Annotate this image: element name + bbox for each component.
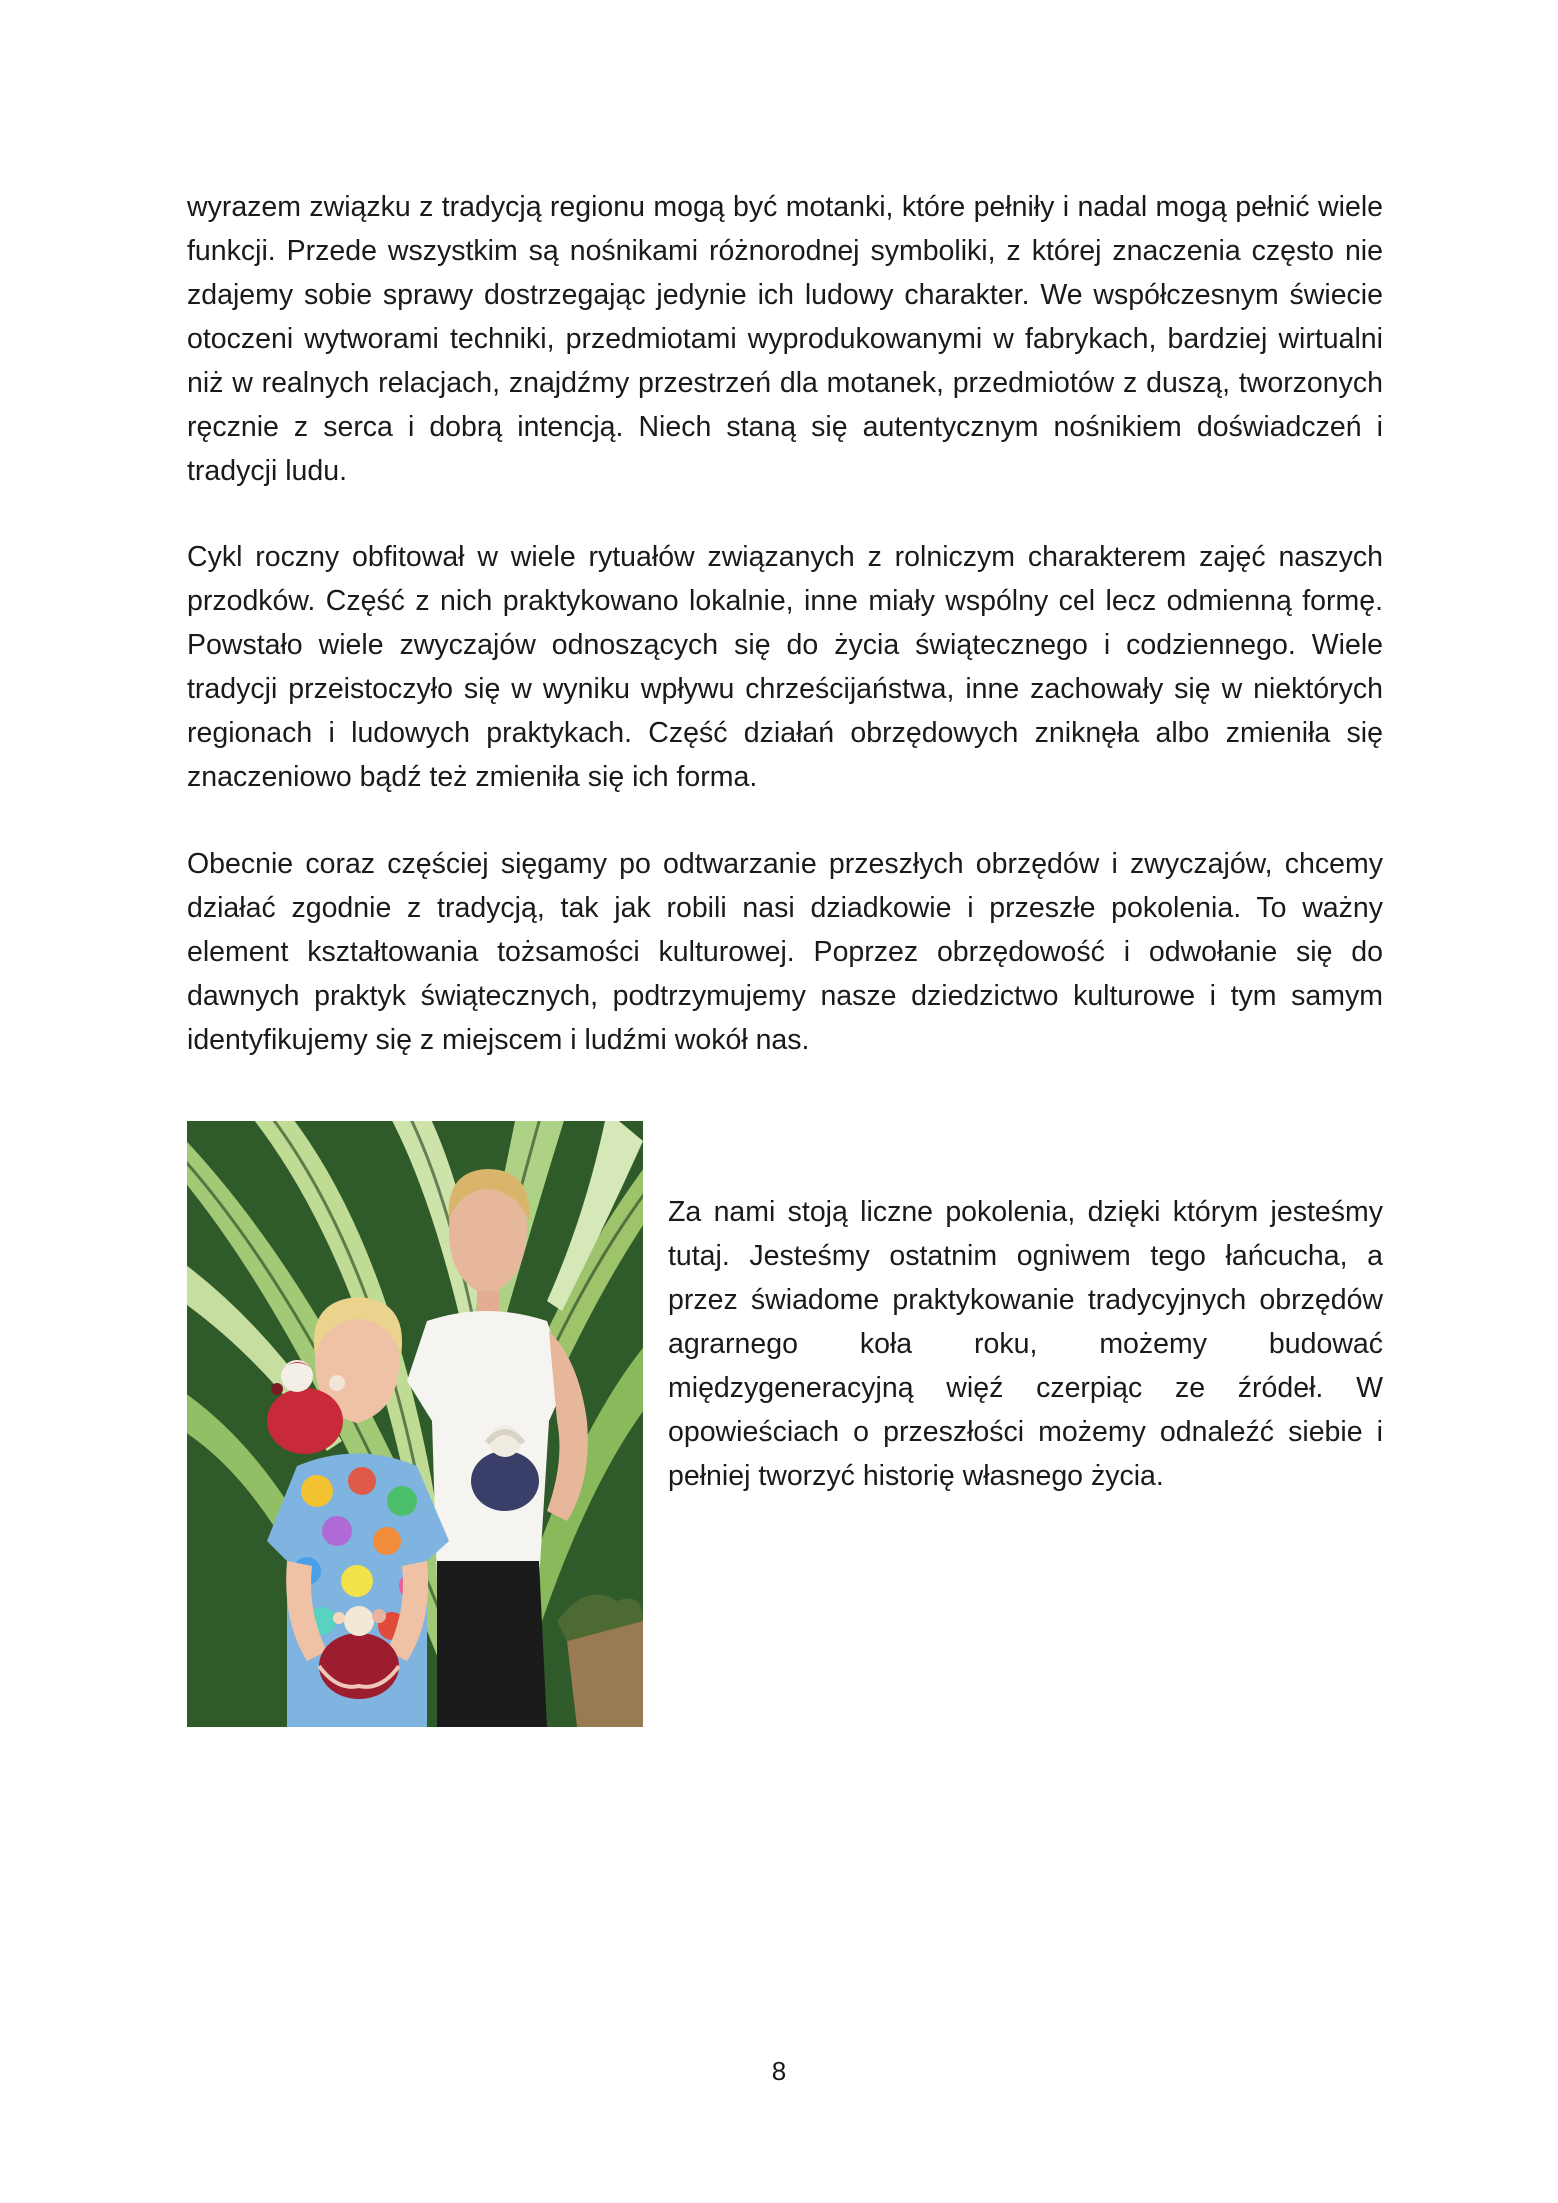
photo-woman-and-girl-with-motanki [187, 1121, 643, 1727]
paragraph-motanki: wyrazem związku z tradycją regionu mogą być motanki, które pełniły i nadal mogą pełnić wiele funkcji. Przede wszystkim są nośnikami różnorodnej symboliki, z której znaczenia często nie zdajemy sobie sprawy dostrzegając jedynie ich ludowy charakter. We współczesnym świecie otoczeni wytworami techniki, przedmiotami wyprodukowanymi w fabrykach, bardziej wirtualni niż w realnych relacjach, znajdźmy przestrzeń dla motanek, przedmiotów z duszą, tworzonych ręcznie z serca i dobrą intencją. Niech staną się autentycznym nośnikiem doświadczeń i tradycji ludu. [187, 191, 1383, 487]
paragraph-traditions-today: Obecnie coraz częściej sięgamy po odtwarzanie przeszłych obrzędów i zwyczajów, chcemy działać zgodnie z tradycją, tak jak robili nasi dziadkowie i przeszłe pokolenia. To ważny element kształtowania tożsamości kulturowej. Poprzez obrzędowość i odwołanie się do dawnych praktyk świątecznych, podtrzymujemy nasze dziedzictwo kulturowe i tym samym identyfikujemy się z miejscem i ludźmi wokół nas. [187, 848, 1383, 1056]
paragraph-annual-cycle: Cykl roczny obfitował w wiele rytuałów związanych z rolniczym charakterem zajęć naszych przodków. Część z nich praktykowano lokalnie, inne miały wspólny cel lecz odmienną formę. Powstało wiele zwyczajów odnoszących się do życia świątecznego i codziennego. Wiele tradycji przeistoczyło się w wyniku wpływu chrześcijaństwa, inne zachowały się w niektórych regionach i ludowych praktykach. Część działań obrzędowych zniknęła albo zmieniła się znaczeniowo bądź też zmieniła się ich forma. [187, 541, 1383, 793]
paragraph-generations: Za nami stoją liczne pokolenia, dzięki którym jesteśmy tutaj. Jesteśmy ostatnim ogniwem tego łańcucha, a przez świadome praktykowanie tradycyjnych obrzędów agrarnego koła roku, możemy budować międzygeneracyjną więź czerpiąc ze źródeł. W opowieściach o przeszłości możemy odnaleźć siebie i pełniej tworzyć historię własnego życia. [668, 1196, 1383, 1492]
page-number: 8 [771, 2056, 787, 2086]
